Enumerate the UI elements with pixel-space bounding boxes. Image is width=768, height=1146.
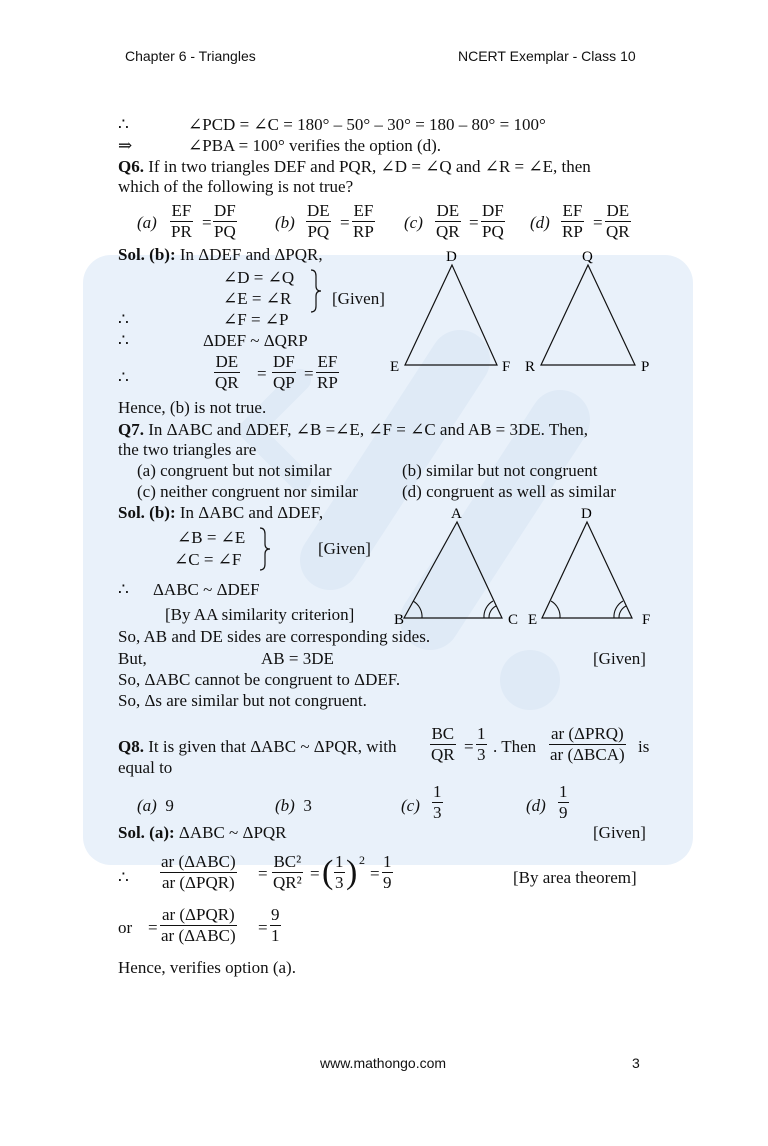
q6-eq3: ∠F = ∠P bbox=[223, 310, 289, 329]
q7-line-1: So, AB and DE sides are corresponding sides. bbox=[118, 627, 431, 646]
q7-line-2: So, ΔABC cannot be congruent to ΔDEF. bbox=[118, 670, 401, 689]
q8-eq-6: = bbox=[258, 918, 268, 937]
q7-criterion: [By AA similarity criterion] bbox=[165, 605, 355, 624]
q7-number: Q7. bbox=[118, 420, 144, 439]
angle-mark-c-inner bbox=[489, 606, 496, 618]
vertex-c: C bbox=[508, 612, 519, 628]
q5-line-1: ∠PCD = ∠C = 180° – 50° – 30° = 180 – 80° = 100° bbox=[188, 115, 546, 134]
q8-paren-close: ) bbox=[346, 854, 358, 891]
q6-text-1: If in two triangles DEF and PQR, ∠D = ∠Q and ∠R = ∠E, then bbox=[148, 157, 591, 176]
q6-brace-icon bbox=[309, 268, 323, 314]
q7-text-1: In ΔABC and ΔDEF, ∠B =∠E, ∠F = ∠C and AB = 3DE. Then, bbox=[148, 420, 589, 439]
q5-sym-2: ⇒ bbox=[118, 136, 133, 155]
q7-opt-b: (b) similar but not congruent bbox=[402, 461, 598, 480]
q8-opt-d-frac: $\frac{1}{9}$ bbox=[559, 782, 568, 822]
q8-exponent: 2 bbox=[359, 853, 365, 867]
vertex-e: E bbox=[390, 359, 400, 375]
q7-opt-a: (a) congruent but not similar bbox=[137, 461, 332, 480]
q8-frac-bc2-qr2: $\frac{\text{BC²}}{\text{QR²}}$ bbox=[273, 852, 302, 892]
angle-mark-e bbox=[551, 601, 560, 618]
q6-opt-d-frac-2: $\frac{DE}{QR}$ bbox=[606, 201, 630, 241]
q6-opt-b-label: (b) bbox=[275, 213, 295, 232]
q8-eq-2: = bbox=[258, 864, 268, 883]
header-book: NCERT Exemplar - Class 10 bbox=[458, 48, 636, 64]
q7-given-2: [Given] bbox=[593, 649, 646, 668]
triangle-def bbox=[405, 265, 497, 365]
q8-eq-5: = bbox=[148, 918, 158, 937]
q6-opt-c-frac-1: $\frac{DE}{QR}$ bbox=[436, 201, 460, 241]
vertex-f-2: F bbox=[642, 612, 651, 628]
q6-opt-a-frac-2: $\frac{DF}{PQ}$ bbox=[214, 201, 236, 241]
q6-opt-d-frac-1: $\frac{EF}{RP}$ bbox=[562, 201, 583, 241]
q8-frac-9-1: $\frac{9}{1}$ bbox=[271, 905, 280, 945]
q8-frac-1-9: $\frac{1}{9}$ bbox=[383, 852, 392, 892]
q8-sol-line bbox=[118, 823, 287, 843]
q6-ratio-frac-3: $\frac{EF}{RP}$ bbox=[317, 352, 338, 392]
header-chapter: Chapter 6 - Triangles bbox=[125, 48, 256, 64]
vertex-f: F bbox=[502, 359, 511, 375]
vertex-a: A bbox=[451, 506, 462, 522]
q8-given: [Given] bbox=[593, 823, 646, 842]
q8-opt-b: (b) 3 bbox=[275, 796, 312, 815]
triangle-def-2 bbox=[542, 522, 632, 618]
q7-but: But, bbox=[118, 649, 147, 668]
q8-text-a: It is given that ΔABC ~ ΔPQR, with bbox=[148, 737, 397, 756]
vertex-r: R bbox=[525, 359, 536, 375]
q6-opt-b-frac-1: $\frac{DE}{PQ}$ bbox=[307, 201, 330, 241]
q6-given: [Given] bbox=[332, 289, 385, 308]
q6-opt-b-frac-2: $\frac{EF}{RP}$ bbox=[353, 201, 374, 241]
q7-sol-head: Sol. (b): bbox=[118, 503, 176, 522]
q6-eq4-sym: ∴ bbox=[118, 331, 129, 350]
q7-opt-c: (c) neither congruent nor similar bbox=[137, 482, 358, 501]
vertex-e-2: E bbox=[528, 612, 538, 628]
vertex-q: Q bbox=[582, 249, 593, 265]
q7-text-2: the two triangles are bbox=[118, 440, 257, 459]
q8-frac-ar-abc-pqr: ar (ΔABC) ar (ΔPQR) bbox=[161, 852, 236, 892]
q6-question-line-1 bbox=[118, 157, 591, 177]
q7-triangles-figure bbox=[390, 500, 665, 632]
q7-sol-intro: In ΔABC and ΔDEF, bbox=[179, 503, 324, 522]
q7-eq4: AB = 3DE bbox=[261, 649, 334, 668]
q8-sym: ∴ bbox=[118, 868, 129, 887]
vertex-d: D bbox=[446, 249, 457, 265]
q6-eq4: ΔDEF ~ ΔQRP bbox=[203, 331, 308, 350]
q6-opt-b-eq: = bbox=[340, 213, 350, 232]
q7-eq2: ∠C = ∠F bbox=[174, 550, 242, 569]
q8-eq-1: = bbox=[464, 737, 474, 756]
q7-eq3: ΔABC ~ ΔDEF bbox=[153, 580, 260, 599]
q6-ratio-frac-1: $\frac{DE}{QR}$ bbox=[215, 352, 239, 392]
vertex-p: P bbox=[641, 359, 650, 375]
q6-triangles-figure bbox=[385, 245, 665, 380]
q8-eq-3: = bbox=[310, 864, 320, 883]
q7-line-3: So, Δs are similar but not congruent. bbox=[118, 691, 367, 710]
q8-opt-c-label: (c) bbox=[401, 796, 420, 815]
q7-given: [Given] bbox=[318, 539, 371, 558]
triangle-qrp bbox=[541, 265, 635, 365]
footer-page-number: 3 bbox=[632, 1055, 640, 1071]
vertex-d-2: D bbox=[581, 506, 592, 522]
q7-eq3-sym: ∴ bbox=[118, 580, 129, 599]
vertex-b: B bbox=[394, 612, 405, 628]
q8-paren-open: ( bbox=[322, 854, 334, 891]
q8-text-b: . Then bbox=[493, 737, 537, 756]
q8-or: or bbox=[118, 918, 133, 937]
q6-opt-c-label: (c) bbox=[404, 213, 423, 232]
q6-ratio-frac-2: $\frac{DF}{QP}$ bbox=[273, 352, 295, 392]
q8-frac-area: ar (ΔPRQ) ar (ΔBCA) bbox=[550, 724, 625, 764]
q6-eq1: ∠D = ∠Q bbox=[223, 268, 295, 287]
q6-text-2: which of the following is not true? bbox=[118, 177, 354, 196]
q8-conclusion: Hence, verifies option (a). bbox=[118, 958, 296, 977]
q6-eq2: ∠E = ∠R bbox=[223, 289, 292, 308]
q7-eq1: ∠B = ∠E bbox=[177, 528, 246, 547]
q5-sym-1: ∴ bbox=[118, 115, 129, 134]
q5-line-2: ∠PBA = 100° verifies the option (d). bbox=[188, 136, 442, 155]
q6-sol-head: Sol. (b): bbox=[118, 245, 176, 264]
q8-sol-intro: ΔABC ~ ΔPQR bbox=[178, 823, 287, 842]
q8-number: Q8. bbox=[118, 737, 144, 756]
q8-frac-1-3-b: $\frac{1}{3}$ bbox=[335, 852, 344, 892]
q8-text-c: is bbox=[638, 737, 650, 756]
q6-opt-a-label: (a) bbox=[137, 213, 157, 232]
triangle-abc bbox=[404, 522, 502, 618]
q6-opt-a-frac-1: $\frac{EF}{PR}$ bbox=[171, 201, 192, 241]
q8-sol-head: Sol. (a): bbox=[118, 823, 175, 842]
q6-eq3-sym: ∴ bbox=[118, 310, 129, 329]
q7-brace-icon bbox=[258, 526, 272, 572]
q6-opt-a-eq: = bbox=[202, 213, 212, 232]
q6-conclusion: Hence, (b) is not true. bbox=[118, 398, 267, 417]
q8-text-2: equal to bbox=[118, 758, 173, 777]
q8-frac-1-3: $\frac{1}{3}$ bbox=[477, 724, 486, 764]
q8-eq-4: = bbox=[370, 864, 380, 883]
q7-sol-line bbox=[118, 503, 323, 523]
q6-sol-line bbox=[118, 245, 323, 265]
q8-opt-a: (a) 9 bbox=[137, 796, 174, 815]
q6-opt-c-eq: = bbox=[469, 213, 479, 232]
q7-opt-d: (d) congruent as well as similar bbox=[402, 482, 616, 501]
q6-ratio-eq-2: = bbox=[304, 364, 314, 383]
q6-eq5-sym: ∴ bbox=[118, 368, 129, 387]
q8-opt-d-label: (d) bbox=[526, 796, 546, 815]
q6-opt-d-label: (d) bbox=[530, 213, 550, 232]
q8-theorem: [By area theorem] bbox=[513, 868, 637, 887]
footer-url: www.mathongo.com bbox=[320, 1055, 447, 1071]
q6-sol-intro: In ΔDEF and ΔPQR, bbox=[179, 245, 323, 264]
q6-number: Q6. bbox=[118, 157, 144, 176]
q6-opt-d-eq: = bbox=[593, 213, 603, 232]
q8-frac-ar-pqr-abc: ar (ΔPQR) ar (ΔABC) bbox=[161, 905, 236, 945]
q8-opt-c-frac: $\frac{1}{3}$ bbox=[433, 782, 442, 822]
q6-ratio-eq-1: = bbox=[257, 364, 267, 383]
q8-frac-bc-qr: $\frac{BC}{QR}$ bbox=[431, 724, 455, 764]
q8-question-line-1 bbox=[118, 737, 397, 757]
angle-mark-b bbox=[413, 601, 422, 618]
q6-opt-c-frac-2: $\frac{DF}{PQ}$ bbox=[482, 201, 504, 241]
angle-mark-f-inner bbox=[619, 606, 626, 618]
q7-question-line-1 bbox=[118, 420, 588, 440]
